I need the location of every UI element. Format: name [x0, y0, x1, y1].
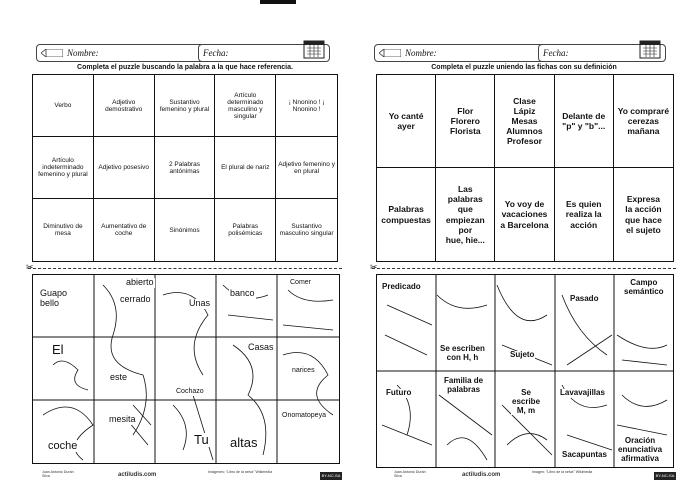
- puzzle-word: Familia de palabras: [444, 376, 484, 394]
- right-worksheet: [372, 0, 676, 498]
- grid-cell: Expresa la acción que hace el sujeto: [624, 194, 662, 235]
- cut-line: [372, 268, 676, 269]
- grid-cell: Palabras polisémicas: [215, 199, 276, 261]
- puzzle-word: Predicado: [382, 282, 421, 291]
- date-label: Fecha:: [543, 48, 569, 58]
- pencil-icon: [379, 49, 401, 57]
- puzzle-word: Comer: [290, 279, 312, 286]
- grid-cell: Verbo: [33, 75, 94, 137]
- footer-site[interactable]: actiludis.com: [118, 472, 157, 478]
- grid-cell: Sustantivo masculino singular: [279, 223, 334, 237]
- puzzle-word: Cochazo: [176, 388, 204, 395]
- footer: [372, 468, 676, 490]
- puzzle-pieces: [32, 274, 340, 464]
- puzzle-word: narices: [292, 367, 315, 374]
- cut-line: [28, 268, 342, 269]
- instruction-text: Completa el puzzle uniendo las fichas con su definición: [431, 64, 617, 71]
- grid-cell: Artículo determinado masculino y singular: [215, 75, 276, 137]
- scissors-icon: ✂: [26, 262, 34, 272]
- grid-cell: Adjetivo demostrativo: [94, 75, 155, 137]
- puzzle-word: Pasado: [570, 294, 599, 303]
- grid-cell: Adjetivo femenino y en plural: [276, 137, 337, 199]
- left-worksheet: [28, 0, 342, 498]
- puzzle-word: Onomatopeya: [282, 412, 326, 419]
- calendar-icon: [302, 36, 326, 60]
- grid-cell: ¡ Nnonino ! ¡ Nnonino !: [276, 75, 337, 137]
- grid-cell: Adjetivo posesivo: [94, 137, 155, 199]
- footer-author: Juan Antonio Durán Silva: [394, 470, 426, 478]
- puzzle-word: Tu: [194, 432, 209, 447]
- footer: [28, 468, 342, 490]
- puzzle-word: Se escriben con H, h: [440, 344, 485, 362]
- puzzle-word: abierto: [126, 277, 154, 287]
- grid-cell: Es quien realiza la acción: [555, 168, 614, 261]
- puzzle-word: Sacapuntas: [562, 450, 607, 459]
- puzzle-word: Sujeto: [510, 350, 535, 359]
- grid-cell: Delante de "p" y "b"...: [555, 75, 614, 168]
- license-badge: BY-NC-SA: [655, 473, 675, 478]
- name-label: Nombre:: [67, 48, 99, 58]
- grid-cell: Flor Florero Florista: [436, 75, 495, 168]
- scissors-icon: ✂: [370, 262, 378, 272]
- header-bar: [28, 42, 342, 62]
- puzzle-word: Futuro: [386, 388, 412, 397]
- puzzle-pieces: [376, 274, 674, 468]
- grid-cell: Las palabras que empiezan por hue, hie...: [436, 168, 495, 261]
- grid-cell: Clase Lápiz Mesas Alumnos Profesor: [495, 75, 554, 168]
- footer-site[interactable]: actiludis.com: [462, 472, 501, 478]
- definition-grid: [32, 74, 338, 262]
- pencil-icon: [41, 49, 63, 57]
- puzzle-word: banco: [230, 288, 255, 298]
- grid-cell: 2 Palabras antónimas: [155, 137, 216, 199]
- footer-source: Imagen: "Libro de la selva" Wikimedia: [532, 470, 593, 474]
- puzzle-word: cerrado: [120, 294, 151, 304]
- puzzle-word: coche: [48, 440, 78, 452]
- grid-cell: Diminutivo de mesa: [33, 199, 94, 261]
- grid-cell: Yo compraré cerezas mañana: [614, 75, 673, 168]
- puzzle-word: Campo semántico: [624, 278, 664, 296]
- puzzle-word: altas: [230, 435, 258, 450]
- puzzle-word: Se escribe M, m: [512, 388, 541, 415]
- puzzle-word: El: [52, 342, 64, 357]
- name-label: Nombre:: [405, 48, 437, 58]
- license-badge: BY-NC-SA: [321, 473, 341, 478]
- grid-cell: Sinónimos: [155, 199, 216, 261]
- grid-cell: El plural de nariz: [215, 137, 276, 199]
- instruction-text: Completa el puzzle buscando la palabra a la que hace referencia.: [77, 64, 293, 71]
- header-bar: [372, 42, 676, 62]
- puzzle-word: Oración enunciativa afirmativa: [618, 436, 663, 463]
- grid-cell: Artículo indeterminado femenino y plural: [33, 137, 94, 199]
- date-label: Fecha:: [203, 48, 229, 58]
- footer-source: Imágenes: "Libro de la selva" Wikimedia: [208, 470, 273, 474]
- grid-cell: Sustantivo femenino y plural: [155, 75, 216, 137]
- puzzle-word: Guapo bello: [40, 288, 68, 308]
- puzzle-word: este: [110, 372, 128, 382]
- calendar-icon: [638, 36, 662, 60]
- footer-author: Juan Antonio Durán Silva: [42, 470, 74, 478]
- grid-cell: Palabras compuestas: [377, 168, 436, 261]
- puzzle-word: Casas: [248, 342, 274, 352]
- grid-cell: Yo voy de vacaciones a Barcelona: [495, 168, 554, 261]
- grid-cell: Yo canté ayer: [377, 75, 436, 168]
- puzzle-word: Lavavajillas: [560, 388, 605, 397]
- definition-grid: [376, 74, 674, 262]
- top-tab: [260, 0, 296, 4]
- puzzle-word: Unas: [189, 298, 211, 308]
- grid-cell: Aumentativo de coche: [94, 199, 155, 261]
- puzzle-word: mesita: [109, 414, 136, 424]
